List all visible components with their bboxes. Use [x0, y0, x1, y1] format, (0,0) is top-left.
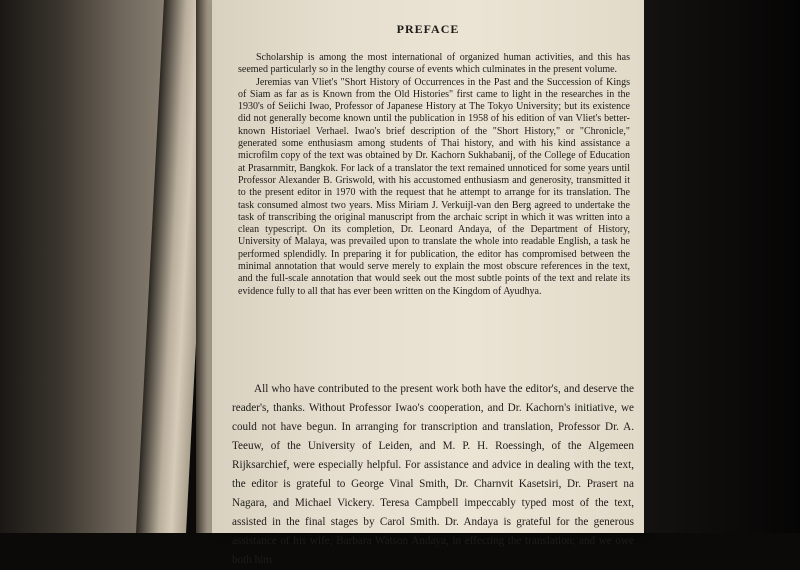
background-surface: [644, 0, 800, 533]
book-page: [212, 0, 644, 566]
paragraph-1: Scholarship is among the most international of organized human activities, and this has seemed particularly so in the lengthy course of events which culminates in the present volume.: [238, 52, 630, 76]
paragraph-2: Jeremias van Vliet's "Short History of Occurrences in the Past and the Succession of Kings of Siam as far as is Known from the Old Histories" first came to light in the researches in the 1930's of Seiichi Iwao, Professor of Japanese History at The Tokyo University; but its existence did not generally become known until the publication in 1958 of his edition of van Vliet's better-known Historiael Verhael. Iwao's brief description of the "Short History," or "Chronicle," generated some enthusiasm among students of Thai history, and with his kind assistance a microfilm copy of the text was obtained by Dr. Kachorn Sukhabanij, of the College of Education at Prasarnmitr, Bangkok. For lack of a translator the text remained unnoticed for some years until Professor Alexander B. Griswold, with his accustomed enthusiasm and generosity, transmitted it to the present editor in 1970 with the request that he attempt to arrange for its translation. The task consumed almost two years. Miss Miriam J. Verkuijl-van den Berg agreed to undertake the task of transcribing the original manuscript from the archaic script in which it was written into a clean typescript. On its completion, Dr. Leonard Andaya, of the Department of History, University of Malaya, was prevailed upon to translate the whole into readable English, a task he performed splendidly. In preparing it for publication, the editor has compromised between the minimal annotation that would serve merely to explain the most obscure references in the text, and the full-scale annotation that would seek out the most subtle points of the text and relate its evidence fully to all that has ever been written on the Kingdom of Ayudhya.: [238, 76, 630, 297]
preface-lower-text: [232, 380, 634, 570]
paragraph-3: All who have contributed to the present work both have the editor's, and deserve the reader's, thanks. Without Professor Iwao's cooperation, and Dr. Kachorn's initiative, we could not have begun. In arranging for transcription and translation, Professor Dr. A. Teeuw, of the University of Leiden, and M. P. H. Roessingh, of the Algemeen Rijksarchief, were especially helpful. For assistance and advice in dealing with the text, the editor is grateful to George Vinal Smith, Dr. Charnvit Kasetsiri, Dr. Prasert na Nagara, and Michael Vickery. Teresa Campbell impeccably typed most of the text, assisted in the final stages by Carol Smith. Dr. Andaya is grateful for the generous assistance of his wife, Barbara Watson Andaya, in effecting the translation; and we owe both him: [232, 383, 634, 566]
page-title: PREFACE: [396, 22, 460, 36]
preface-upper-text: [238, 52, 630, 298]
